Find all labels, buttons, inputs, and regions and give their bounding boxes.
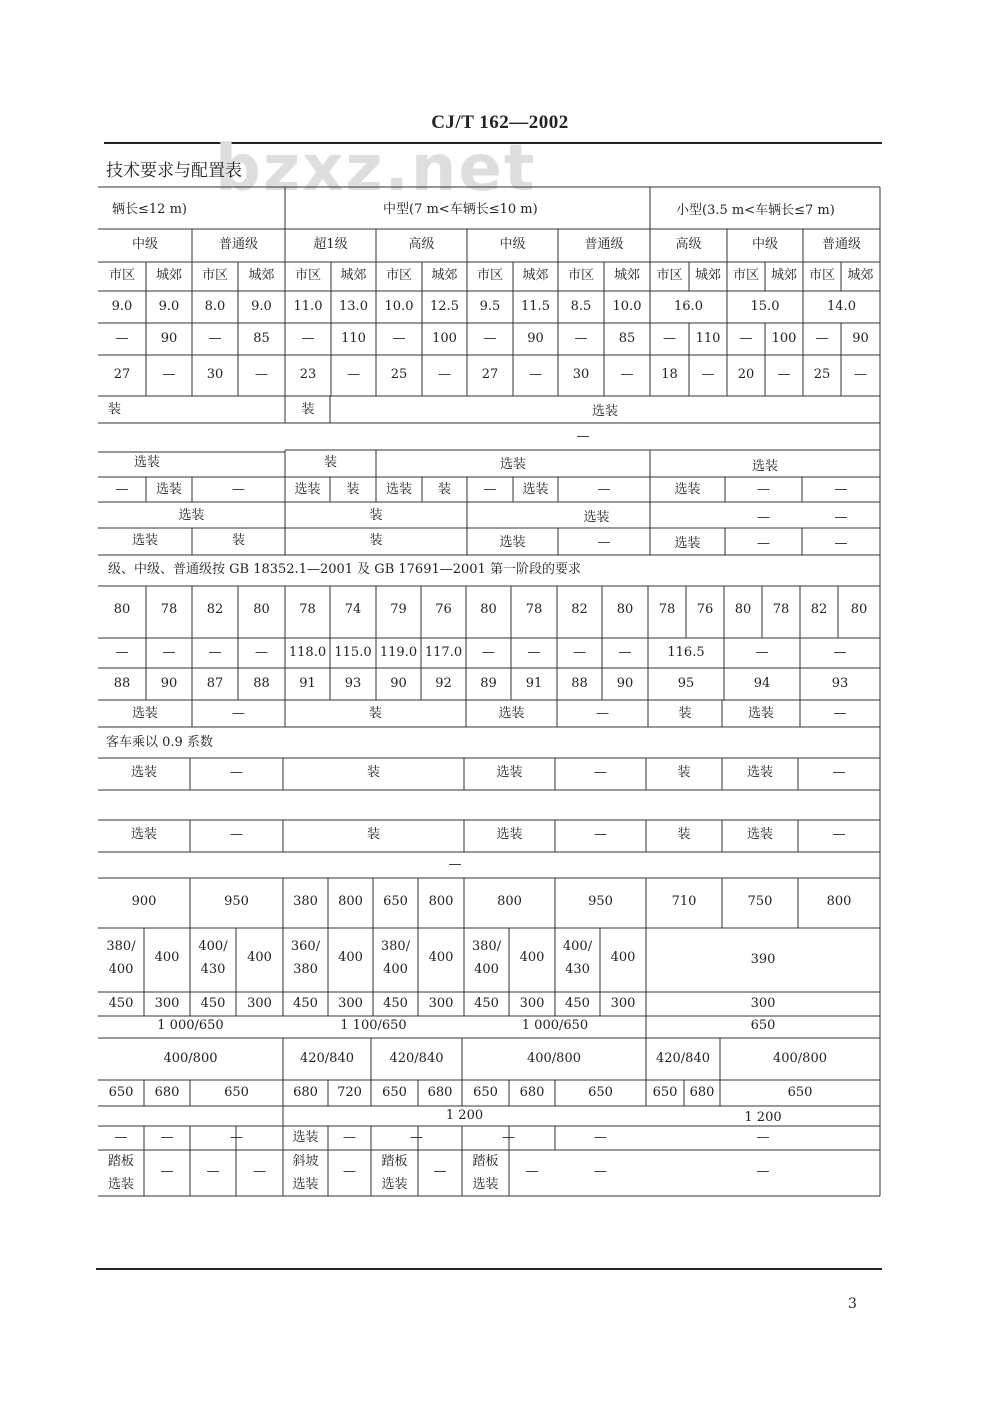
row-380-value: 400 [338, 950, 363, 965]
speed-value: 10.0 [612, 299, 642, 314]
row-80-value: 82 [571, 602, 588, 617]
row-380-value: 400 [383, 962, 408, 977]
speed-value-2: 90 [527, 331, 544, 346]
row-f-cell: 装 [366, 765, 380, 780]
row-27-value: — [620, 367, 634, 382]
row-80-value: 78 [772, 602, 790, 617]
row-b-cell: 选装 [522, 482, 549, 497]
suburb-header: 城郊 [847, 268, 874, 283]
install-cell: 装 [323, 455, 337, 470]
row-380-value: 400 [247, 950, 272, 965]
row-650-value: 680 [293, 1085, 318, 1100]
row-88-value: 93 [831, 676, 849, 691]
last-row-cell: — [410, 1130, 423, 1145]
row-e-cell: — [833, 706, 847, 721]
row-88-value: 90 [160, 676, 178, 691]
row-27-value: 27 [113, 367, 131, 382]
row-900-value: 950 [588, 894, 613, 909]
speed-value: 12.5 [430, 299, 459, 314]
city-header: 市区 [294, 268, 321, 283]
row-f-cell: — [832, 765, 846, 780]
row-88-value: 93 [344, 676, 362, 691]
class-large-header: 辆长≤12 m) [112, 202, 187, 217]
row-380-value: 360/ [290, 939, 321, 954]
last-row-cell: — [114, 1130, 128, 1145]
row-900-value: 800 [338, 894, 363, 909]
row-b-cell: — [597, 482, 611, 497]
row-1000-value: 650 [750, 1018, 776, 1033]
last-row-label: 踏板 [472, 1154, 499, 1169]
last-row-cell: — [160, 1130, 174, 1145]
speed-value: 9.0 [111, 299, 133, 314]
row-450-value: 300 [610, 996, 636, 1011]
optional-cell: 选装 [178, 508, 205, 523]
row-1000-value: 1 000/650 [157, 1018, 224, 1033]
optional-cell: 选装 [499, 457, 526, 472]
row-g-cell: 装 [677, 827, 691, 842]
speed-value: 10.0 [384, 299, 414, 314]
grade-header: 普通级 [584, 237, 624, 252]
last-row-cell: — [343, 1164, 356, 1179]
row-g-cell: — [832, 827, 846, 842]
row-88-value: 95 [677, 676, 695, 691]
row-400-800-value: 400/800 [526, 1051, 581, 1066]
row-80-value: 76 [435, 602, 452, 617]
speed-value-2: 110 [695, 331, 721, 346]
row-b-cell: — [115, 482, 129, 497]
last-row-cell: — [502, 1130, 515, 1145]
row-27-value: — [347, 367, 360, 382]
row-80-value: 82 [206, 602, 224, 617]
suburb-header: 城郊 [248, 268, 275, 283]
row-900-value: 800 [428, 894, 454, 909]
row-e-cell: — [232, 706, 245, 721]
class-medium-header: 中型(7 m<车辆长≤10 m) [383, 202, 538, 217]
city-header: 市区 [656, 268, 683, 283]
grade-header: 普通级 [821, 237, 861, 252]
table-heading: 技术要求与配置表 [106, 161, 242, 181]
standard-code: CJ/T 162—2002 [431, 112, 569, 133]
last-row-cell: — [160, 1164, 174, 1179]
speed-value-2: — [483, 331, 497, 346]
speed-value-2: 110 [341, 331, 366, 346]
suburb-header: 城郊 [522, 268, 549, 283]
row-450-value: 300 [338, 996, 363, 1011]
row-27-value: — [162, 367, 176, 382]
row-88-value: 90 [390, 676, 407, 691]
last-row-cell: — [433, 1164, 447, 1179]
row-118-value: — [255, 645, 268, 660]
row-80-value: 80 [734, 602, 752, 617]
footer-rule [96, 1268, 882, 1270]
row-e-cell: 装 [678, 706, 692, 721]
row-400-800-value: 420/840 [655, 1051, 710, 1066]
row-88-value: 89 [480, 676, 497, 691]
speed-value: 16.0 [674, 299, 703, 314]
row-118-value: 117.0 [424, 645, 463, 660]
optional-cell: 选装 [499, 535, 526, 550]
speed-value-2: — [739, 331, 753, 346]
row-380-value: 400 [108, 962, 134, 977]
row-650-value: 680 [689, 1085, 715, 1100]
row-g-cell: — [230, 827, 243, 842]
row-650-value: 650 [224, 1085, 249, 1100]
last-row-label: 选装 [381, 1177, 408, 1192]
city-header: 市区 [108, 268, 135, 283]
row-450-value: 450 [108, 996, 134, 1011]
optional-cell: 选装 [583, 510, 610, 525]
row-f-cell: 装 [677, 765, 691, 780]
install-cell: 装 [369, 508, 383, 523]
optional-cell: 选装 [674, 536, 701, 551]
row-f-cell: — [230, 765, 243, 780]
install-cell: 装 [369, 533, 383, 548]
speed-value: 8.5 [570, 299, 592, 314]
row-118-value: — [482, 645, 495, 660]
row-b-cell: 装 [437, 482, 451, 497]
speed-value-2: — [663, 331, 676, 346]
row-380-value: 380/ [380, 939, 411, 954]
row-g-cell: — [594, 827, 607, 842]
row-380-value: 400 [154, 950, 180, 965]
row-450-value: 450 [293, 996, 318, 1011]
speed-value-2: 90 [160, 331, 178, 346]
row-118-value: 119.0 [379, 645, 418, 660]
install-cell: 装 [301, 402, 315, 417]
row-400-800-value: 420/840 [299, 1051, 354, 1066]
last-row-cell: — [230, 1130, 243, 1145]
grade-header: 高级 [675, 237, 702, 252]
row-650-value: 680 [154, 1085, 180, 1100]
row-e-cell: 选装 [498, 706, 525, 721]
row-450-value: 450 [200, 996, 226, 1011]
row-e-cell: — [596, 706, 609, 721]
row-650-value: 650 [588, 1085, 613, 1100]
row-27-value: — [529, 367, 542, 382]
optional-cell: 选装 [751, 459, 778, 474]
row-88-value: 92 [435, 676, 452, 691]
row-118-value: — [618, 645, 632, 660]
row-80-value: 78 [160, 602, 178, 617]
speed-value: 11.5 [521, 299, 550, 314]
city-header: 市区 [808, 268, 835, 283]
row-1200-value: 1 200 [445, 1108, 484, 1123]
suburb-header: 城郊 [694, 268, 721, 283]
row-650-value: 720 [337, 1085, 362, 1100]
city-header: 市区 [567, 268, 594, 283]
row-1000-value: 1 000/650 [521, 1018, 589, 1033]
row-450-value: 450 [565, 996, 590, 1011]
row-27-value: — [438, 367, 451, 382]
row-650-value: 650 [652, 1085, 678, 1100]
row-80-value: 80 [253, 602, 270, 617]
row-80-value: 78 [525, 602, 543, 617]
last-row-label: 选装 [292, 1177, 319, 1192]
row-118-value: 115.0 [334, 645, 372, 660]
row-80-value: 76 [696, 602, 714, 617]
row-88-value: 88 [571, 676, 588, 691]
row-380-value: 400/ [562, 939, 593, 954]
city-header: 市区 [476, 268, 503, 283]
class-small-header: 小型(3.5 m<车辆长≤7 m) [676, 203, 835, 218]
row-450-value: 300 [519, 996, 545, 1011]
last-row-cell: — [206, 1164, 220, 1179]
row-80-value: 74 [344, 602, 362, 617]
row-e-cell: 选装 [131, 706, 158, 721]
grade-header: 普通级 [218, 237, 258, 252]
row-27-value: 18 [661, 367, 678, 382]
row-88-value: 91 [525, 676, 543, 691]
dash-cell: — [757, 536, 770, 551]
row-b-cell: 装 [346, 482, 360, 497]
row-118-value: 116.5 [667, 645, 705, 660]
row-900-value: 650 [383, 894, 408, 909]
row-b-cell: 选装 [385, 482, 412, 497]
row-450-value: 450 [383, 996, 408, 1011]
speed-value-2: — [115, 331, 129, 346]
row-118-value: — [208, 645, 222, 660]
last-row-cell: — [594, 1164, 607, 1179]
row-88-value: 90 [616, 676, 634, 691]
last-row-cell: — [756, 1130, 770, 1145]
speed-value: 13.0 [339, 299, 368, 314]
dash-cell: — [834, 510, 848, 525]
row-80-value: 79 [390, 602, 407, 617]
row-27-value: 30 [572, 367, 590, 382]
grade-header: 高级 [408, 237, 435, 252]
city-header: 市区 [201, 268, 228, 283]
row-80-value: 78 [658, 602, 676, 617]
speed-value: 9.5 [479, 299, 501, 314]
optional-cell: 选装 [133, 455, 160, 470]
speed-value-2: — [301, 331, 315, 346]
row-400-800-value: 420/840 [389, 1051, 444, 1066]
dash-cell: 装 [231, 533, 245, 548]
speed-value-2: 100 [771, 331, 797, 346]
row-g-cell: 选装 [746, 827, 773, 842]
row-450-value: 300 [750, 996, 776, 1011]
row-650-value: 680 [519, 1085, 545, 1100]
row-650-value: 650 [473, 1085, 498, 1100]
speed-value-2: 85 [253, 331, 270, 346]
speed-value: 9.0 [251, 299, 272, 314]
row-650-value: 650 [787, 1085, 813, 1100]
row-b-cell: — [757, 482, 770, 497]
row-380-value: 380 [293, 962, 318, 977]
last-row-cell: — [594, 1130, 607, 1145]
speed-value-2: 90 [852, 331, 869, 346]
speed-value: 14.0 [827, 299, 856, 314]
row-e-cell: 选装 [747, 706, 774, 721]
row-27-value: 27 [481, 367, 499, 382]
row-27-value: 30 [206, 367, 224, 382]
row-88-value: 87 [206, 676, 224, 691]
city-header: 市区 [732, 268, 759, 283]
row-b-cell: 选装 [674, 482, 701, 497]
row-380-value: 400/ [198, 939, 228, 954]
speed-value: 11.0 [293, 299, 323, 314]
city-header: 市区 [385, 268, 412, 283]
speed-value-2: — [208, 331, 222, 346]
page-number: 3 [848, 1296, 857, 1312]
speed-value-2: 85 [618, 331, 636, 346]
row-80-value: 80 [850, 602, 868, 617]
speed-value-2: — [574, 331, 588, 346]
row-b-cell: 选装 [155, 482, 182, 497]
bus-note: 客车乘以 0.9 系数 [106, 735, 213, 750]
row-80-value: 80 [616, 602, 634, 617]
dash-cell: — [834, 536, 848, 551]
last-row-cell: — [525, 1164, 539, 1179]
row-380-value: 430 [200, 962, 226, 977]
last-row-label: 选装 [107, 1177, 134, 1192]
row-380-value: 380/ [471, 939, 502, 954]
row-f-cell: 选装 [746, 765, 773, 780]
row-27-value: — [777, 367, 791, 382]
row-f-cell: 选装 [130, 765, 157, 780]
suburb-header: 城郊 [155, 268, 182, 283]
row-118-value: — [755, 645, 769, 660]
row-b-cell: 选装 [294, 482, 321, 497]
row-b-cell: — [834, 482, 848, 497]
last-row-label: 选装 [472, 1177, 499, 1192]
row-1000-value: 1 100/650 [340, 1018, 407, 1033]
row-900-value: 800 [497, 894, 522, 909]
speed-value-2: — [392, 331, 406, 346]
row-80-value: 80 [480, 602, 497, 617]
row-80-value: 78 [299, 602, 316, 617]
row-380-value: 400 [610, 950, 636, 965]
row-118-value: — [527, 645, 541, 660]
row-118-value: — [115, 645, 129, 660]
grade-header: 中级 [499, 237, 526, 252]
speed-value: 8.0 [204, 299, 226, 314]
row-118-value: — [833, 645, 847, 660]
row-g-cell: 选装 [130, 827, 157, 842]
row-380-value: 400 [519, 950, 545, 965]
speed-value: 9.0 [158, 299, 180, 314]
row-380-value: 380/ [106, 939, 136, 954]
row-b-cell: — [483, 482, 497, 497]
row-380-value: 390 [750, 952, 776, 967]
speed-value-2: 100 [432, 331, 457, 346]
row-900-value: 380 [293, 894, 318, 909]
dash-cell: — [597, 535, 611, 550]
optional-cell: 选装 [131, 533, 158, 548]
row-900-value: 800 [826, 894, 852, 909]
row-88-value: 88 [113, 676, 131, 691]
row-450-value: 450 [474, 996, 499, 1011]
row-900-value: 710 [671, 894, 697, 909]
row-88-value: 88 [253, 676, 270, 691]
speed-value-2: — [815, 331, 829, 346]
row-g-cell: 装 [366, 827, 380, 842]
row-g-cell: 选装 [496, 827, 523, 842]
suburb-header: 城郊 [613, 268, 640, 283]
row-27-value: — [701, 367, 715, 382]
row-f-cell: — [594, 765, 607, 780]
row-900-value: 900 [131, 894, 157, 909]
row-900-value: 750 [747, 894, 773, 909]
row-f-cell: 选装 [496, 765, 523, 780]
row-88-value: 91 [299, 676, 316, 691]
grade-header: 中级 [751, 237, 778, 252]
row-27-value: 25 [813, 367, 831, 382]
row-900-value: 950 [224, 894, 249, 909]
grade-header: 中级 [131, 237, 158, 252]
dash-cell: — [448, 857, 462, 872]
row-27-value: — [255, 367, 268, 382]
optional-cell: 选装 [591, 404, 618, 419]
last-row-cell: — [253, 1164, 266, 1179]
row-118-value: — [162, 645, 176, 660]
row-380-value: 430 [565, 962, 590, 977]
row-380-value: 400 [474, 962, 499, 977]
row-27-value: 20 [737, 367, 755, 382]
row-88-value: 94 [753, 676, 771, 691]
last-row-label: 踏板 [107, 1154, 134, 1169]
row-e-cell: 装 [368, 706, 382, 721]
row-450-value: 300 [428, 996, 454, 1011]
watermark: bzxz.net [215, 132, 537, 206]
row-650-value: 650 [382, 1085, 407, 1100]
row-80-value: 82 [810, 602, 828, 617]
last-row-label: 踏板 [381, 1154, 408, 1169]
last-row-cell: — [343, 1130, 356, 1145]
row-118-value: 118.0 [288, 645, 327, 660]
suburb-header: 城郊 [770, 268, 797, 283]
speed-value: 15.0 [750, 299, 780, 314]
row-380-value: 400 [428, 950, 454, 965]
row-400-800-value: 400/800 [772, 1051, 827, 1066]
last-row-label: 斜坡 [292, 1154, 319, 1169]
row-118-value: — [573, 645, 586, 660]
row-27-value: — [854, 367, 867, 382]
last-row-cell: — [756, 1164, 770, 1179]
suburb-header: 城郊 [431, 268, 458, 283]
row-450-value: 300 [154, 996, 180, 1011]
row-650-value: 680 [427, 1085, 453, 1100]
install-cell: 装 [108, 402, 122, 417]
row-80-value: 80 [113, 602, 131, 617]
dash-cell: — [576, 429, 590, 444]
last-row-cell: 选装 [292, 1130, 319, 1145]
row-27-value: 23 [299, 367, 317, 382]
emission-note: 级、中级、普通级按 GB 18352.1—2001 及 GB 17691—2001 第一阶段的要求 [108, 562, 581, 577]
row-650-value: 650 [108, 1085, 134, 1100]
row-b-cell: — [232, 482, 245, 497]
suburb-header: 城郊 [340, 268, 367, 283]
row-450-value: 300 [247, 996, 272, 1011]
dash-cell: — [757, 510, 770, 525]
row-400-800-value: 400/800 [163, 1051, 218, 1066]
row-27-value: 25 [390, 367, 408, 382]
grade-header: 超1级 [313, 237, 348, 252]
row-1200-value: 1 200 [744, 1110, 782, 1125]
